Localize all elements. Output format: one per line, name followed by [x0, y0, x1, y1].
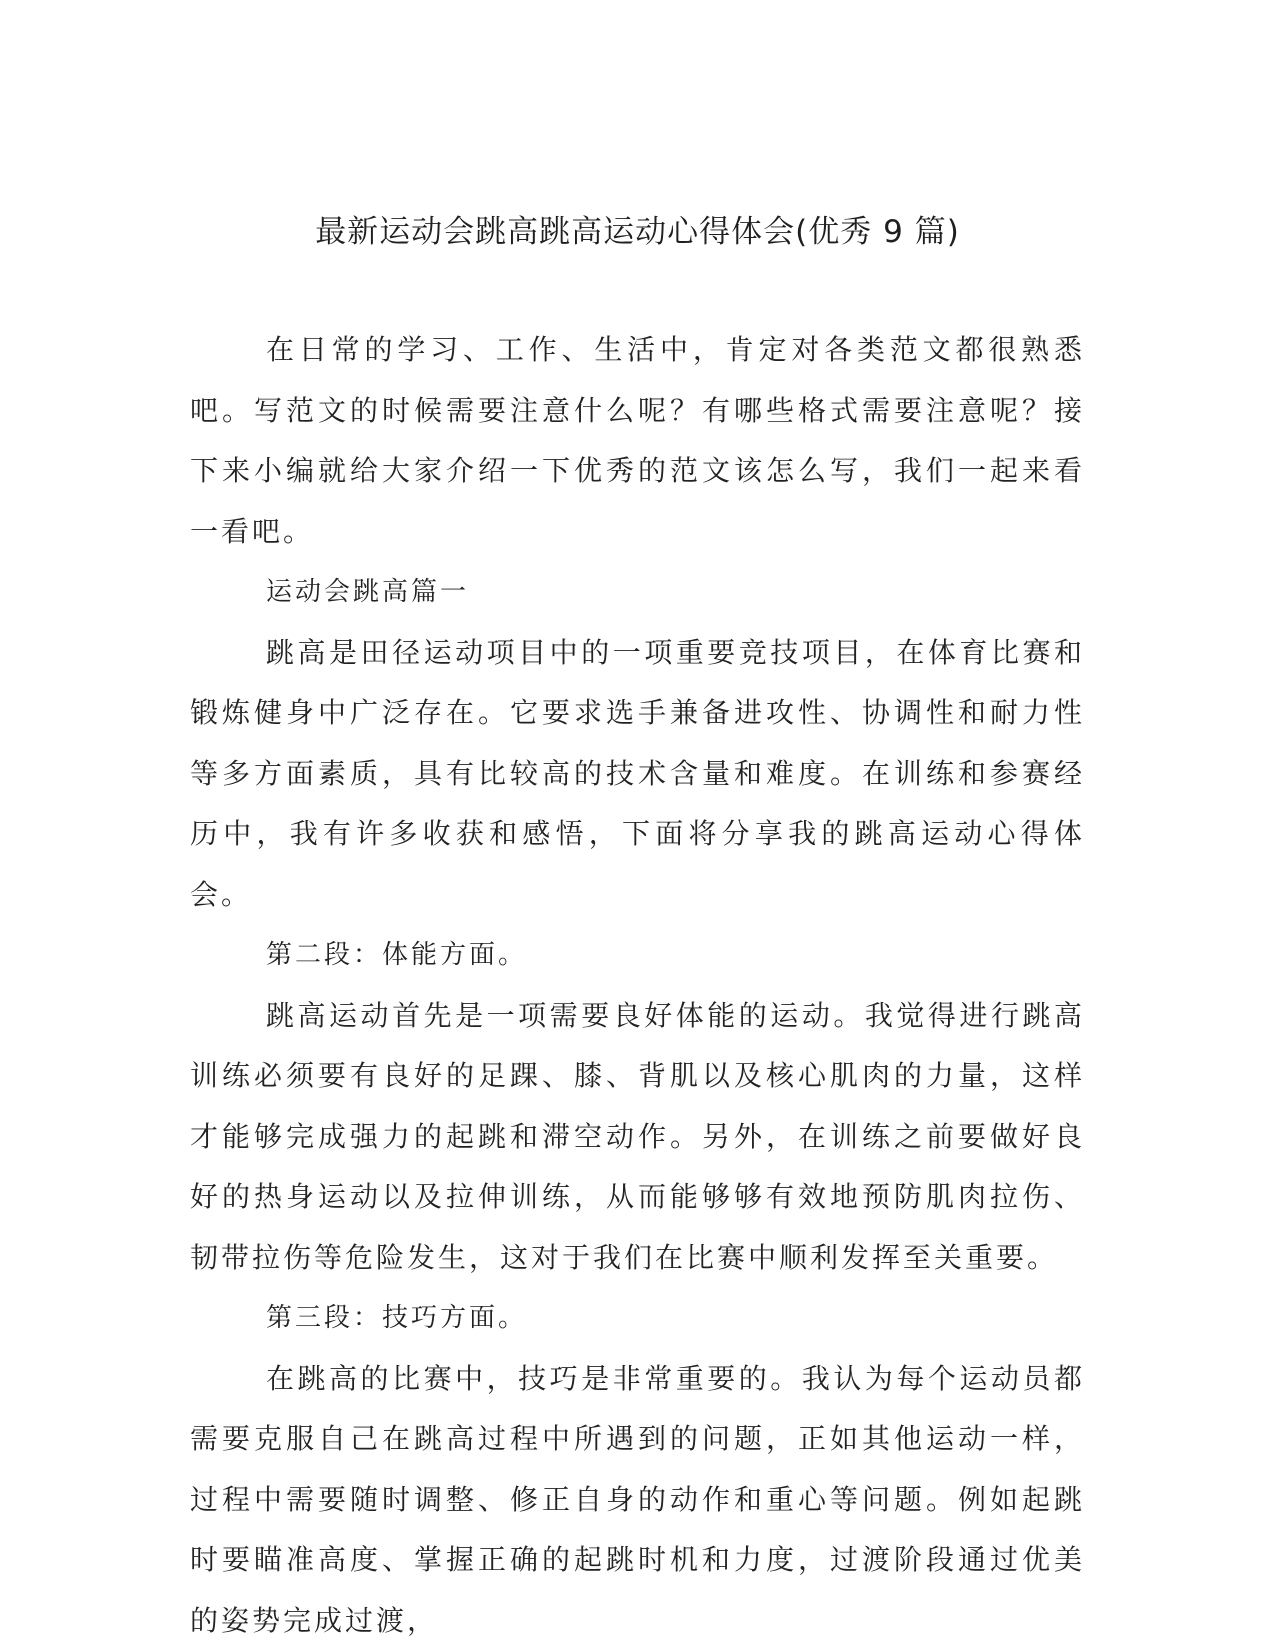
body-paragraph: 在跳高的比赛中，技巧是非常重要的。我认为每个运动员都需要克服自己在跳高过程中所遇到的问题，正如其他运动一样，过程中需要随时调整、修正自身的动作和重心等问题。例如起跳时要瞄准高度、掌握正确的起跳时机和力度，过渡阶段通过优美的姿势完成过渡， — [190, 1349, 1085, 1651]
document-title: 最新运动会跳高跳高运动心得体会(优秀 9 篇) — [0, 210, 1275, 254]
body-paragraph: 跳高运动首先是一项需要良好体能的运动。我觉得进行跳高训练必须要有良好的足踝、膝、背肌以及核心肌肉的力量，这样才能够完成强力的起跳和滞空动作。另外，在训练之前要做好良好的热身运动以及拉伸训练，从而能够够有效地预防肌肉拉伤、韧带拉伤等危险发生，这对于我们在比赛中顺利发挥至关重要。 — [190, 986, 1085, 1289]
section-heading-1: 运动会跳高篇一 — [190, 562, 1085, 623]
section-heading-2: 第二段：体能方面。 — [190, 925, 1085, 986]
intro-paragraph: 在日常的学习、工作、生活中，肯定对各类范文都很熟悉吧。写范文的时候需要注意什么呢？有哪些格式需要注意呢？接下来小编就给大家介绍一下优秀的范文该怎么写，我们一起来看一看吧。 — [190, 320, 1085, 562]
body-paragraph: 跳高是田径运动项目中的一项重要竞技项目，在体育比赛和锻炼健身中广泛存在。它要求选手兼备进攻性、协调性和耐力性等多方面素质，具有比较高的技术含量和难度。在训练和参赛经历中，我有许多收获和感悟，下面将分享我的跳高运动心得体会。 — [190, 623, 1085, 926]
section-heading-3: 第三段：技巧方面。 — [190, 1288, 1085, 1349]
document-body — [190, 320, 1085, 1651]
